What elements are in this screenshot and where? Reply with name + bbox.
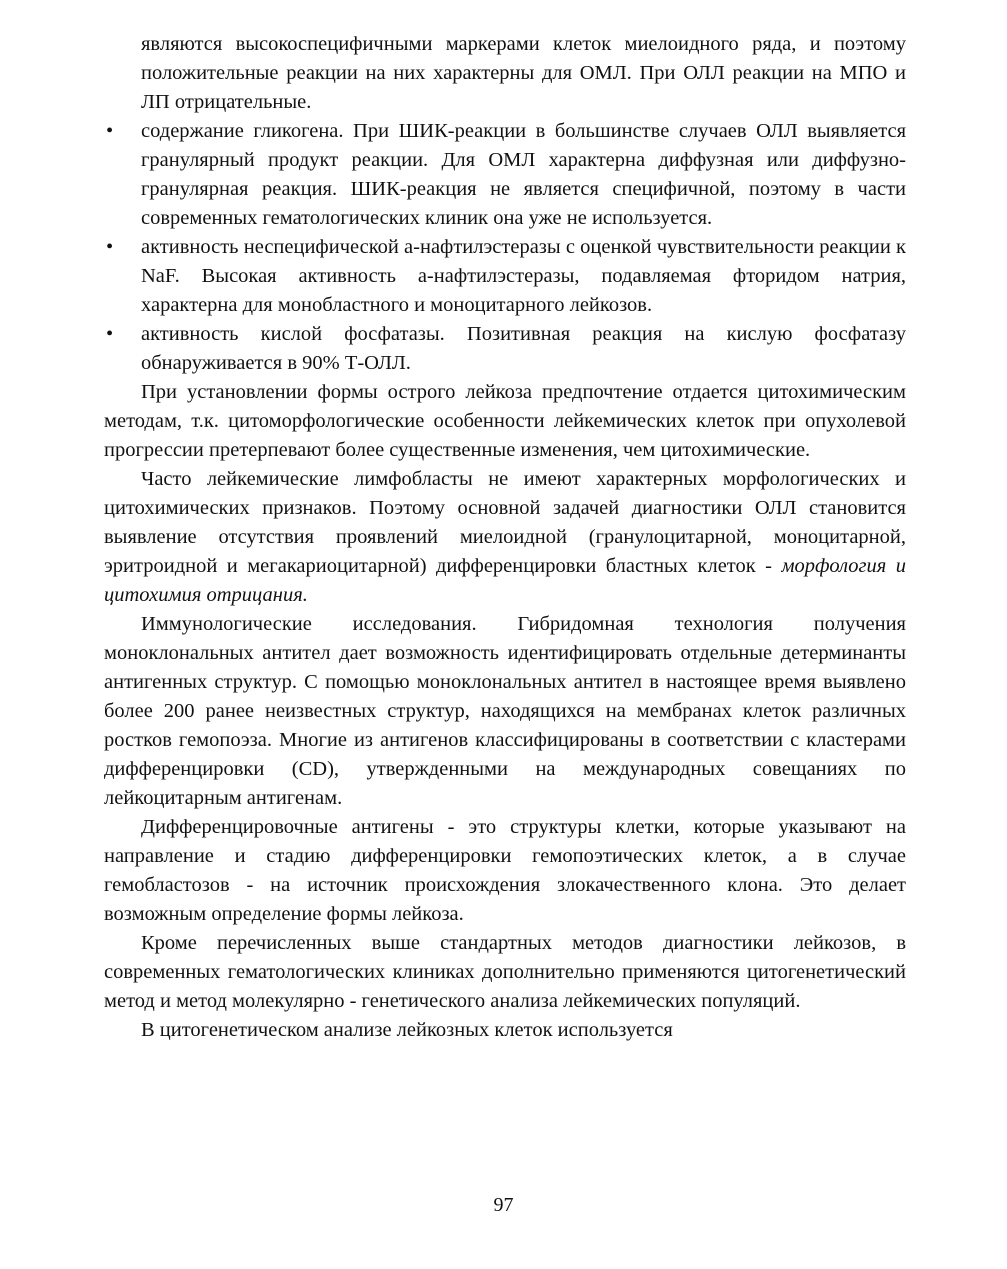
paragraph-lymphoblasts-text: Часто лейкемические лимфобласты не имеют характерных морфологических и цитохимических признаков. Поэтому основной задачей диагностики ОЛЛ становится выявление отсутствия проявлений миелоидной (гранулоцитарной, моноцитарной, эритроидной и мегакариоцитарной) дифференцировки бластных клеток - [104, 468, 906, 577]
paragraph-immunology: Иммунологические исследования. Гибридомная технология получения моноклональных антител дает возможность идентифицировать отдельные детерминанты антигенных структур. С помощью моноклональных антител в настоящее время выявлено более 200 ранее неизвестных структур, находящихся на мембранах клеток различных ростков гемопоэза. Многие из антигенов классифицированы в соответствии с кластерами дифференцировки (CD), утвержденными на международных совещаниях по лейкоцитарным антигенам. [104, 613, 906, 809]
paragraph-form-determination: При установлении формы острого лейкоза предпочтение отдается цитохимическим методам, т.к. цитоморфологические особенности лейкемических клеток при опухолевой прогрессии претерпевают более существенные изменения, чем цитохимические. [104, 381, 906, 461]
page-number: 97 [493, 1194, 514, 1216]
bullet-list [104, 117, 906, 378]
bullet-text: активность кислой фосфатазы. Позитивная реакция на кислую фосфатазу обнаруживается в 90% Т-ОЛЛ. [141, 323, 906, 374]
bullet-icon: • [106, 120, 114, 142]
bullet-icon: • [106, 236, 114, 258]
bullet-text: активность неспецифической а-нафтилэстеразы с оценкой чувствительности реакции к NaF. Высокая активность а-нафтилэстеразы, подавляемая фторидом натрия, характерна для монобластного и моноцитарного лейкозов. [141, 236, 906, 316]
bullet-text: содержание гликогена. При ШИК-реакции в большинстве случаев ОЛЛ выявляется гранулярный продукт реакции. Для ОМЛ характерна диффузная или диффузно-гранулярная реакция. ШИК-реакция не является специфичной, поэтому в части современных гематологических клиник она уже не используется. [141, 120, 906, 229]
continuation-text: являются высокоспецифичными маркерами клеток миелоидного ряда, и поэтому положительные реакции на них характерны для ОМЛ. При ОЛЛ реакции на МПО и ЛП отрицательные. [141, 33, 906, 113]
paragraph-differentiation-antigens: Дифференцировочные антигены - это структуры клетки, которые указывают на направление и стадию дифференцировки гемопоэтических клеток, а в случае гемобластозов - на источник происхождения злокачественного клона. Это делает возможным определение формы лейкоза. [104, 816, 906, 925]
document-page [104, 30, 906, 1045]
bullet-icon: • [106, 323, 114, 345]
list-item [104, 117, 906, 233]
paragraph-additional-methods: Кроме перечисленных выше стандартных методов диагностики лейкозов, в современных гематологических клиниках дополнительно применяются цитогенетический метод и метод молекулярно - генетического анализа лейкемических популяций. [104, 932, 906, 1012]
paragraph-cytogenetic: В цитогенетическом анализе лейкозных клеток используется [141, 1019, 673, 1041]
emphasis-text: морфология и цитохимия отрицания. [104, 555, 906, 606]
list-item [104, 233, 906, 320]
list-item [104, 320, 906, 378]
paragraph-lymphoblasts [104, 465, 906, 610]
